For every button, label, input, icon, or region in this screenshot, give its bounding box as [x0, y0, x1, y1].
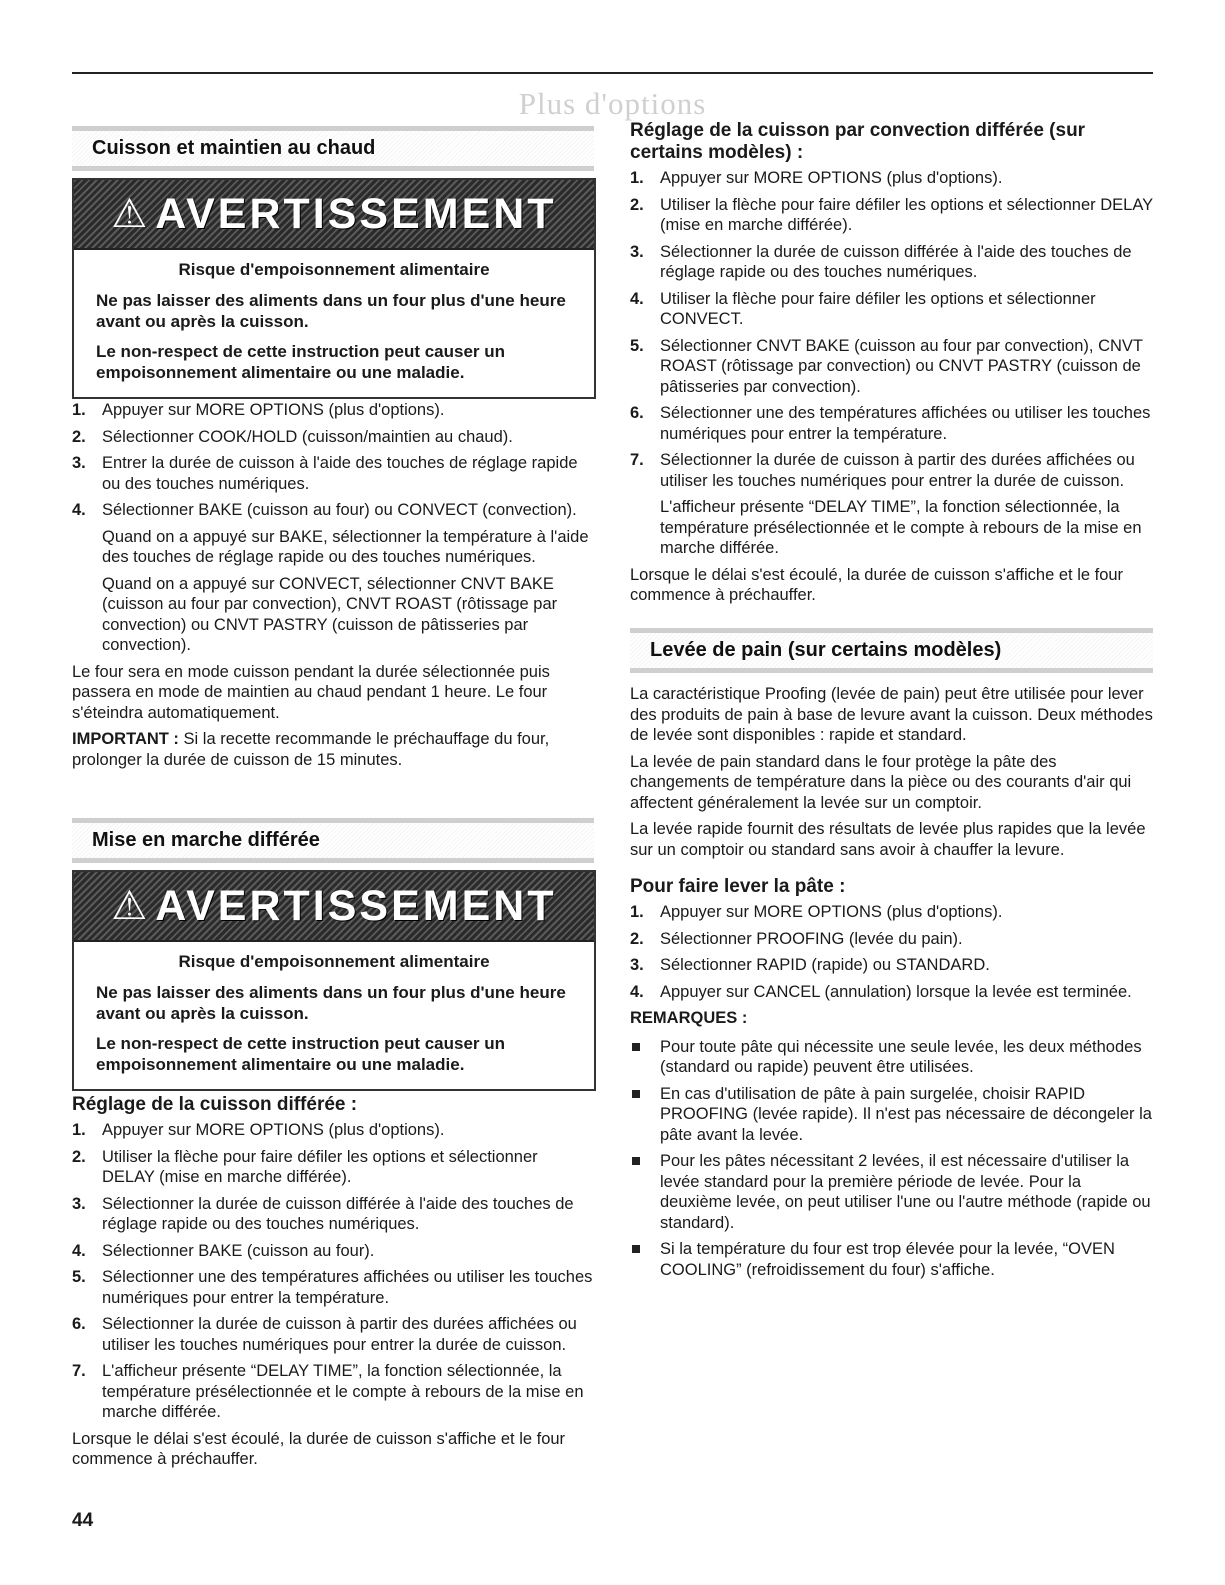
paragraph: La caractéristique Proofing (levée de pain) peut être utilisée pour lever des produits de pain à base de levure avant la cuisson. Deux méthodes de levée sont disponibles : rapide et standard. — [630, 685, 1153, 744]
bullet-icon — [632, 1090, 640, 1098]
list-item: 5. Sélectionner CNVT BAKE (cuisson au four par convection), CNVT ROAST (rôtissage par convection) ou CNVT PASTRY (cuisson de pâtisseries par convection). — [630, 336, 1143, 396]
list-item: 6. Sélectionner une des températures affichées ou utiliser les touches numériques pour entrer la température. — [630, 404, 1151, 443]
warning-banner-text: AVERTISSEMENT — [155, 881, 557, 930]
warning-title: Risque d'empoisonnement alimentaire — [178, 260, 490, 279]
important-note: IMPORTANT : Si la recette recommande le préchauffage du four, prolonger la durée de cuisson de 15 minutes. — [72, 730, 550, 769]
list-item: 1. Appuyer sur MORE OPTIONS (plus d'options). — [630, 903, 1003, 921]
warning-text: Ne pas laisser des aliments dans un four plus d'une heure avant ou après la cuisson. — [96, 983, 566, 1023]
warning-triangle-icon: ⚠ — [111, 884, 148, 928]
proofing-content — [630, 684, 1153, 1286]
page-number: 44 — [72, 1510, 94, 1531]
list-item: 3. Sélectionner la durée de cuisson différée à l'aide des touches de réglage rapide ou des touches numériques. — [630, 242, 1132, 281]
list-item: Si la température du four est trop élevée pour la levée, “OVEN COOLING” (refroidissement du four) s'affiche. — [630, 1239, 1153, 1280]
warning-banner-text: AVERTISSEMENT — [155, 189, 557, 238]
list-item: 1. Appuyer sur MORE OPTIONS (plus d'options). — [72, 401, 445, 419]
list-item: 4. Appuyer sur CANCEL (annulation) lorsque la levée est terminée. — [630, 982, 1132, 1001]
warning-box — [72, 870, 596, 1091]
subheading: Pour faire lever la pâte : — [630, 876, 846, 897]
bullet-icon — [632, 1157, 640, 1165]
list-item: 2. Sélectionner PROOFING (levée du pain). — [630, 929, 963, 948]
cook-hold-instructions — [72, 400, 594, 776]
list-item: 7. L'afficheur présente “DELAY TIME”, la fonction sélectionnée, la température présélectionnée et le compte à rebours de la mise en marche différée. — [72, 1362, 584, 1421]
list-item: 4. Sélectionner BAKE (cuisson au four) ou CONVECT (convection). Quand on a appuyé sur BAKE, sélectionner la température à l'aide des touches de réglage rapide ou des touches numériques. Quand on a appuyé sur CONVECT, sélectionner CNVT BAKE (cuisson au four par convection), CNVT ROAST (rôtissage par convection) ou CNVT PASTRY (cuisson de pâtisseries par convection). — [72, 501, 589, 654]
list-item: Pour les pâtes nécessitant 2 levées, il est nécessaire d'utiliser la levée standard pour la première période de levée. Pour la deuxième levée, on peut utiliser l'une ou l'autre méthode (rapide ou standard). — [630, 1151, 1153, 1233]
section-heading-text: Mise en marche différée — [92, 829, 320, 851]
section-heading-delayed-start — [72, 818, 594, 863]
list-item: 4. Utiliser la flèche pour faire défiler les options et sélectionner CONVECT. — [630, 289, 1096, 328]
list-item: 4. Sélectionner BAKE (cuisson au four). — [72, 1241, 375, 1260]
page-title: Plus d'options — [518, 86, 707, 121]
top-rule — [72, 72, 1153, 74]
section-heading-text: Levée de pain (sur certains modèles) — [650, 639, 1002, 661]
delayed-cook-instructions — [72, 1094, 594, 1476]
warning-title: Risque d'empoisonnement alimentaire — [178, 952, 490, 971]
bullet-icon — [632, 1245, 640, 1253]
paragraph: Le four sera en mode cuisson pendant la durée sélectionnée puis passera en mode de maintien au chaud pendant 1 heure. Le four s'éteindra automatiquement. — [72, 662, 550, 722]
list-item: 7. Sélectionner la durée de cuisson à partir des durées affichées ou utiliser les touches numériques pour entrer la durée de cuisson. L'afficheur présente “DELAY TIME”, la fonction sélectionnée, la température présélectionnée et le compte à rebours de la mise en marche différée. — [630, 451, 1142, 557]
list-item: 1. Appuyer sur MORE OPTIONS (plus d'options). — [72, 1121, 445, 1139]
list-item: 6. Sélectionner la durée de cuisson à partir des durées affichées ou utiliser les touches numériques pour entrer la durée de cuisson. — [72, 1315, 577, 1354]
warning-banner — [74, 180, 594, 250]
list-item: 3. Sélectionner la durée de cuisson différée à l'aide des touches de réglage rapide ou des touches numériques. — [72, 1194, 574, 1233]
paragraph: Lorsque le délai s'est écoulé, la durée de cuisson s'affiche et le four commence à préchauffer. — [72, 1429, 566, 1468]
list-item: 1. Appuyer sur MORE OPTIONS (plus d'options). — [630, 169, 1003, 187]
notes-label: REMARQUES : — [630, 1009, 748, 1027]
list-item: En cas d'utilisation de pâte à pain surgelée, choisir RAPID PROOFING (levée rapide). Il n'est pas nécessaire de décongeler la pâte avant la levée. — [630, 1084, 1153, 1146]
paragraph: La levée de pain standard dans le four protège la pâte des changements de température dans la pièce ou des courants d'air qui affectent généralement la levée sur un comptoir. — [630, 752, 1132, 812]
paragraph: La levée rapide fournit des résultats de levée plus rapides que la levée sur un comptoir ou standard sans avoir à chauffer la levure. — [630, 820, 1146, 859]
list-item: 2. Utiliser la flèche pour faire défiler les options et sélectionner DELAY (mise en marche différée). — [630, 195, 1153, 234]
warning-triangle-icon: ⚠ — [111, 192, 148, 236]
list-item: 3. Sélectionner RAPID (rapide) ou STANDARD. — [630, 956, 990, 974]
paragraph: Lorsque le délai s'est écoulé, la durée de cuisson s'affiche et le four commence à préchauffer. — [630, 565, 1124, 604]
bullet-icon — [632, 1043, 640, 1051]
list-item: 2. Sélectionner COOK/HOLD (cuisson/maintien au chaud). — [72, 427, 513, 446]
list-item: 5. Sélectionner une des températures affichées ou utiliser les touches numériques pour entrer la température. — [72, 1268, 593, 1307]
section-heading-proofing — [630, 628, 1153, 673]
warning-banner — [74, 872, 594, 942]
section-heading-cook-hold — [72, 126, 594, 171]
warning-text: Ne pas laisser des aliments dans un four plus d'une heure avant ou après la cuisson. — [96, 291, 566, 331]
list-item: 2. Utiliser la flèche pour faire défiler les options et sélectionner DELAY (mise en marche différée). — [72, 1147, 538, 1186]
list-item: Pour toute pâte qui nécessite une seule levée, les deux méthodes (standard ou rapide) peuvent être utilisées. — [630, 1037, 1153, 1078]
section-heading-text: Cuisson et maintien au chaud — [92, 137, 376, 159]
subheading: Réglage de la cuisson par convection différée (sur certains modèles) : — [630, 120, 1086, 163]
delayed-convect-instructions — [630, 120, 1153, 612]
warning-text: Le non-respect de cette instruction peut causer un empoisonnement alimentaire ou une maladie. — [96, 342, 506, 382]
subheading: Réglage de la cuisson différée : — [72, 1094, 358, 1115]
list-item: 3. Entrer la durée de cuisson à l'aide des touches de réglage rapide ou des touches numériques. — [72, 454, 578, 493]
warning-box — [72, 178, 596, 399]
warning-text: Le non-respect de cette instruction peut causer un empoisonnement alimentaire ou une maladie. — [96, 1034, 506, 1074]
